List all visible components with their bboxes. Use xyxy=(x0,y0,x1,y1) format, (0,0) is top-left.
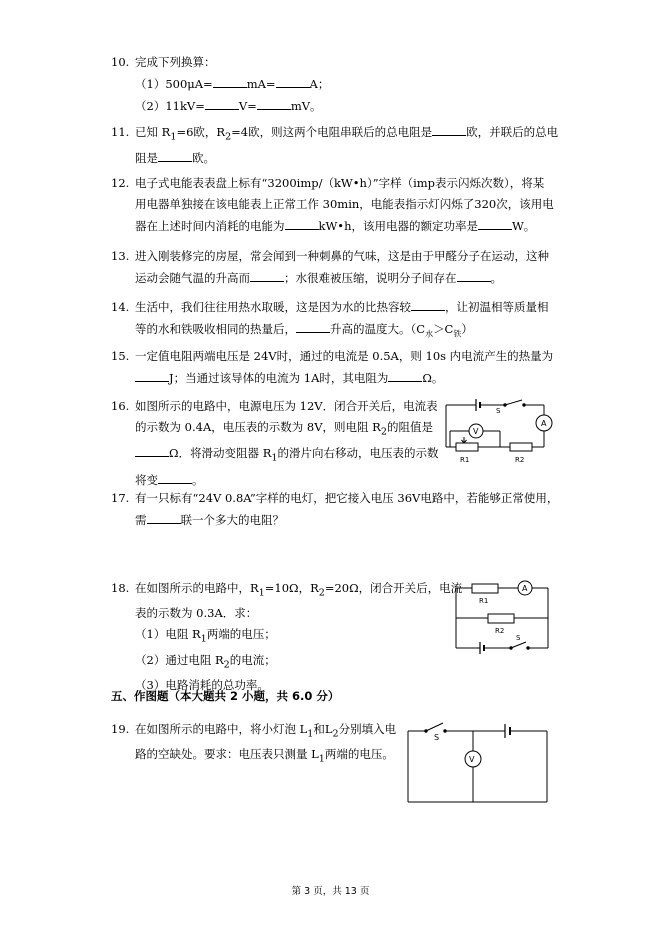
answer-blank[interactable] xyxy=(388,367,422,382)
question-number: 12. xyxy=(111,176,130,190)
answer-blank[interactable] xyxy=(411,296,445,311)
text: 如图所示的电路中，电源电压为 12V．闭合开关后，电流表 xyxy=(135,399,438,413)
circuit-diagram-16 xyxy=(440,397,560,469)
text: 的阻值是 xyxy=(386,420,433,434)
text: 两端的电压。 xyxy=(324,747,394,762)
text: 阻是 xyxy=(135,151,158,166)
text: Ω．将滑动变阻器 R xyxy=(169,446,272,461)
question-10 xyxy=(111,52,556,117)
text: W。 xyxy=(511,219,536,233)
question-14 xyxy=(111,296,556,344)
answer-blank[interactable] xyxy=(147,509,181,524)
text: 电子式电能表表盘上标有“3200imp/（kW•h）”字样（imp表示闪烁次数），将某 xyxy=(135,176,545,190)
r2-label: R2 xyxy=(495,627,505,635)
question-19 xyxy=(111,719,411,770)
text: 将变 xyxy=(135,472,158,487)
answer-blank[interactable] xyxy=(135,367,169,382)
question-number: 16. xyxy=(111,399,130,413)
question-18 xyxy=(111,578,463,696)
answer-blank[interactable] xyxy=(285,215,319,230)
text: ；水很难被压缩，说明分子间存在 xyxy=(284,271,457,285)
question-stem: 完成下列换算： xyxy=(135,55,216,69)
text: 的滑片向右移动，电压表的示数 xyxy=(277,446,439,461)
text: （2）通过电阻 R xyxy=(135,652,224,667)
ammeter-label: A xyxy=(522,584,528,593)
text: 需 xyxy=(135,513,147,527)
question-13 xyxy=(111,246,556,289)
text: 等的水和铁吸收相同的热量后， xyxy=(135,322,296,336)
question-number: 17. xyxy=(111,491,130,505)
section-heading: 五、作图题（本大题共 2 小题，共 6.0 分） xyxy=(111,689,340,703)
subscript: 铁 xyxy=(453,329,462,339)
ammeter-label: A xyxy=(541,419,547,428)
text: 联一个多大的电阻？ xyxy=(180,513,284,527)
subscript: 1 xyxy=(200,633,207,645)
answer-blank[interactable] xyxy=(158,469,192,484)
text: kW•h，该用电器的额定功率是 xyxy=(318,219,478,233)
subscript: 1 xyxy=(271,452,278,464)
text: 运动会随气温的升高而 xyxy=(135,271,250,285)
question-17 xyxy=(111,488,559,531)
r1-label: R1 xyxy=(460,456,470,464)
switch-label: S xyxy=(496,407,501,415)
answer-blank[interactable] xyxy=(432,121,466,136)
text: 欧，并联后的总电 xyxy=(466,125,559,139)
question-15 xyxy=(111,346,556,389)
question-number: 18. xyxy=(111,581,130,595)
text: 。 xyxy=(490,271,502,285)
question-16 xyxy=(111,396,441,491)
question-number: 14. xyxy=(111,300,130,314)
subscript: 2 xyxy=(318,587,325,599)
question-number: 19. xyxy=(111,722,130,736)
text: 用电器单独接在该电能表上正常工作 30min，电能表指示灯闪烁了320次，该用电 xyxy=(135,197,554,211)
subscript: 1 xyxy=(258,587,265,599)
subscript: 1 xyxy=(307,728,314,740)
subscript: 2 xyxy=(380,426,387,438)
text: 表的示数为 0.3A．求： xyxy=(135,606,258,621)
text: 和L xyxy=(313,722,333,736)
unit-text: V= xyxy=(238,99,257,113)
switch-label: S xyxy=(434,733,440,742)
answer-blank[interactable] xyxy=(135,442,169,457)
r2-label: R2 xyxy=(515,456,525,464)
part-1-text: （1）500μA= xyxy=(135,77,213,91)
answer-blank[interactable] xyxy=(213,73,247,88)
text: ） xyxy=(461,322,473,336)
answer-blank[interactable] xyxy=(276,73,310,88)
text: （3）电路消耗的总功率。 xyxy=(135,677,269,692)
subscript: 水 xyxy=(425,329,434,339)
text: 生活中，我们往往用热水取暖，这是因为水的比热容较 xyxy=(135,300,411,314)
unit-text: mA= xyxy=(246,77,276,91)
answer-blank[interactable] xyxy=(250,267,284,282)
text: ＞C xyxy=(433,322,454,336)
text: Ω。 xyxy=(422,371,444,385)
text: ，让初温相等质量相 xyxy=(445,300,549,314)
answer-blank[interactable] xyxy=(257,95,291,110)
question-11 xyxy=(111,121,559,169)
voltmeter-label: V xyxy=(473,427,479,436)
circuit-diagram-19 xyxy=(407,719,549,803)
subscript: 2 xyxy=(225,131,232,143)
page-footer: 第 3 页，共 13 页 xyxy=(291,886,370,897)
subscript: 2 xyxy=(332,728,339,740)
text: 器在上述时间内消耗的电能为 xyxy=(135,219,285,233)
text: 分别填入电 xyxy=(338,722,397,736)
unit-text: A； xyxy=(309,77,330,91)
text: 进入刚装修完的房屋，常会闻到一种刺鼻的气味，这是由于甲醛分子在运动，这种 xyxy=(135,249,549,263)
text: =4欧，则这两个电阻串联后的总电阻是 xyxy=(231,125,433,139)
subscript: 1 xyxy=(318,753,325,765)
text: 的示数为 0.4A，电压表的示数为 8V，则电阻 R xyxy=(135,420,381,434)
text: =10Ω，R xyxy=(264,581,319,595)
text: 一定值电阻两端电压是 24V时，通过的电流是 0.5A，则 10s 内电流产生的热量为 xyxy=(135,349,554,363)
question-number: 11. xyxy=(111,125,130,139)
text: 欧。 xyxy=(192,151,215,166)
unit-text: mV。 xyxy=(290,99,322,113)
question-number: 13. xyxy=(111,249,130,263)
answer-blank[interactable] xyxy=(296,318,330,333)
answer-blank[interactable] xyxy=(158,147,192,162)
text: 升高的温度大。（C xyxy=(330,322,426,336)
question-12 xyxy=(111,173,556,237)
text: 的电流； xyxy=(229,652,276,667)
question-number: 15. xyxy=(111,349,130,363)
text: 两端的电压； xyxy=(206,627,276,642)
switch-label: S xyxy=(516,634,521,642)
answer-blank[interactable] xyxy=(478,215,512,230)
text: 有一只标有“24V 0.8A”字样的电灯，把它接入电压 36V电路中，若能够正常使用， xyxy=(135,491,559,505)
subscript: 1 xyxy=(170,131,177,143)
answer-blank[interactable] xyxy=(205,95,239,110)
text: =20Ω，闭合开关后，电流 xyxy=(324,581,463,595)
text: 。 xyxy=(192,472,204,487)
text: 在如图所示的电路中，将小灯泡 L xyxy=(135,722,308,736)
question-number: 10. xyxy=(111,55,130,69)
text: 在如图所示的电路中，R xyxy=(135,581,259,595)
voltmeter-label: V xyxy=(469,755,475,764)
text: =6欧，R xyxy=(176,125,226,139)
subscript: 2 xyxy=(223,658,230,670)
r1-label: R1 xyxy=(479,597,489,605)
text: （1）电阻 R xyxy=(135,627,201,642)
text: J；当通过该导体的电流为 1A时，其电阻为 xyxy=(169,371,389,385)
answer-blank[interactable] xyxy=(457,267,491,282)
text: 路的空缺处。要求：电压表只测量 L xyxy=(135,747,319,762)
text: 已知 R xyxy=(135,125,171,139)
part-2-text: （2）11kV= xyxy=(135,99,205,113)
circuit-diagram-18 xyxy=(452,578,552,658)
